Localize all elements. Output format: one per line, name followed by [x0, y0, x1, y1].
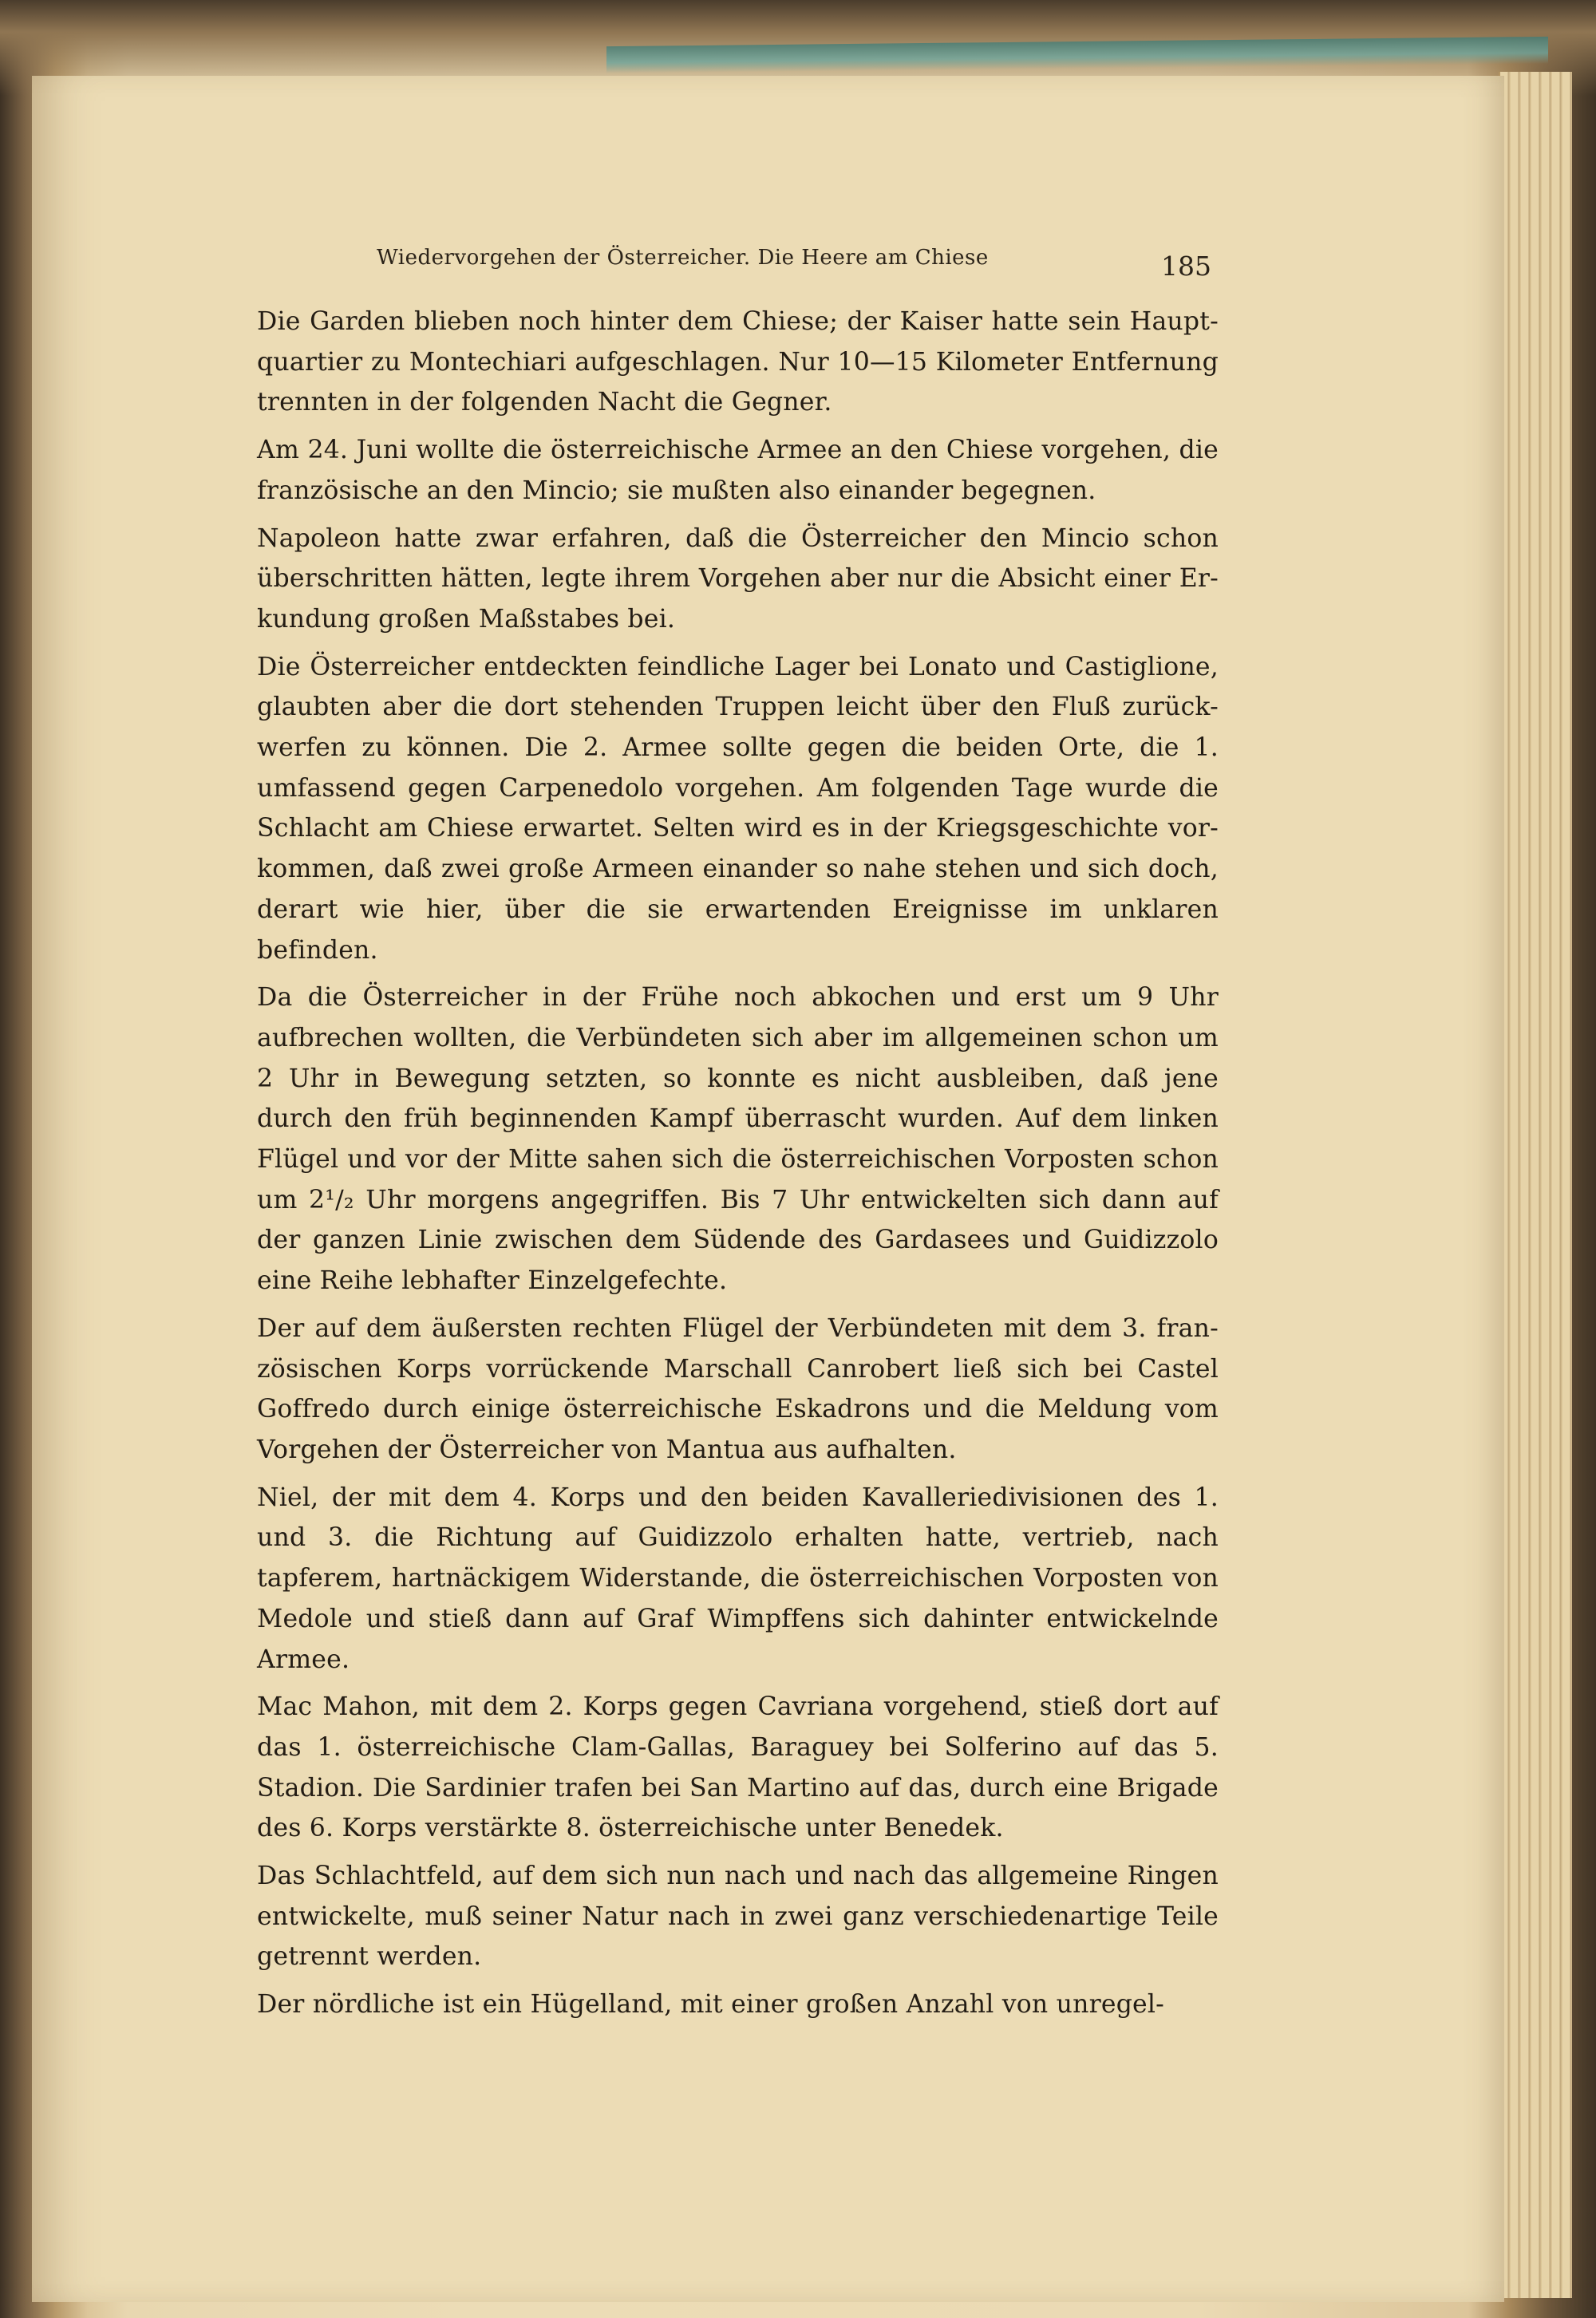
paragraph: Der auf dem äußersten rechten Flügel der Verbündeten mit dem 3. fran-zösischen Korps vorrückende Marschall Canrobert ließ sich bei Castel Goffredo durch einige österreichische Eskadrons und die Meldung vom Vorgehen der Österreicher von Mantua aus aufhalten.	[257, 1313, 1219, 1464]
paragraph: Niel, der mit dem 4. Korps und den beiden Kavalleriedivisionen des 1. und 3. die Richtung auf Guidizzolo erhalten hatte, vertrieb, nach tapferem, hartnäckigem Widerstande, die österreichischen Vorposten von Medole und stieß dann auf Graf Wimpffens sich dahinter entwickelnde Armee.	[257, 1483, 1219, 1674]
paragraph: Die Österreicher entdeckten feindliche Lager bei Lonato und Castiglione, glaubten aber die dort stehenden Truppen leicht über den Fluß zurück-werfen zu können. Die 2. Armee sollte gegen die beiden Orte, die 1. umfassend gegen Carpenedolo vorgehen. Am folgenden Tage wurde die Schlacht am Chiese erwartet. Selten wird es in der Kriegsgeschichte vor-kommen, daß zwei große Armeen einander so nahe stehen und sich doch, derart wie hier, über die sie erwartenden Ereignisse im unklaren befinden.	[257, 652, 1219, 965]
paragraph: Am 24. Juni wollte die österreichische Armee an den Chiese vorgehen, die französische an den Mincio; sie mußten also einander begegnen.	[257, 436, 1219, 505]
paragraph: Das Schlachtfeld, auf dem sich nun nach und nach das allgemeine Ringen entwickelte, muß seiner Natur nach in zwei ganz verschiedenartige Teile getrennt werden.	[257, 1862, 1219, 1972]
paragraph: Der nördliche ist ein Hügelland, mit einer großen Anzahl von unregel-	[257, 1990, 1165, 2020]
page-stack-edges	[1499, 72, 1572, 2298]
running-title: Wiedervorgehen der Österreicher. Die Heere am Chiese	[377, 246, 989, 270]
paragraph: Die Garden blieben noch hinter dem Chiese; der Kaiser hatte sein Haupt-quartier zu Montechiari aufgeschlagen. Nur 10—15 Kilometer Entfernung trennten in der folgenden Nacht die Gegner.	[257, 307, 1219, 417]
page-number: 185	[1161, 251, 1211, 282]
paragraph: Mac Mahon, mit dem 2. Korps gegen Cavriana vorgehend, stieß dort auf das 1. österreichische Clam-Gallas, Baraguey bei Solferino auf das 5. Stadion. Die Sardinier trafen bei San Martino auf das, durch eine Brigade des 6. Korps verstärkte 8. österreichische unter Benedek.	[257, 1692, 1219, 1843]
paragraph: Da die Österreicher in der Frühe noch abkochen und erst um 9 Uhr aufbrechen wollten, die Verbündeten sich aber im allgemeinen schon um 2 Uhr in Bewegung setzten, so konnte es nicht ausbleiben, daß jene durch den früh beginnenden Kampf überrascht wurden. Auf dem linken Flügel und vor der Mitte sahen sich die österreichischen Vorposten schon um 2¹/₂ Uhr morgens angegriffen. Bis 7 Uhr entwickelten sich dann auf der ganzen Linie zwischen dem Südende des Gardasees und Guidizzolo eine Reihe lebhafter Einzelgefechte.	[257, 983, 1219, 1296]
paragraph: Napoleon hatte zwar erfahren, daß die Österreicher den Mincio schon überschritten hätten, legte ihrem Vorgehen aber nur die Absicht einer Er-kundung großen Maßstabes bei.	[257, 523, 1219, 634]
body-text	[257, 302, 1219, 2025]
